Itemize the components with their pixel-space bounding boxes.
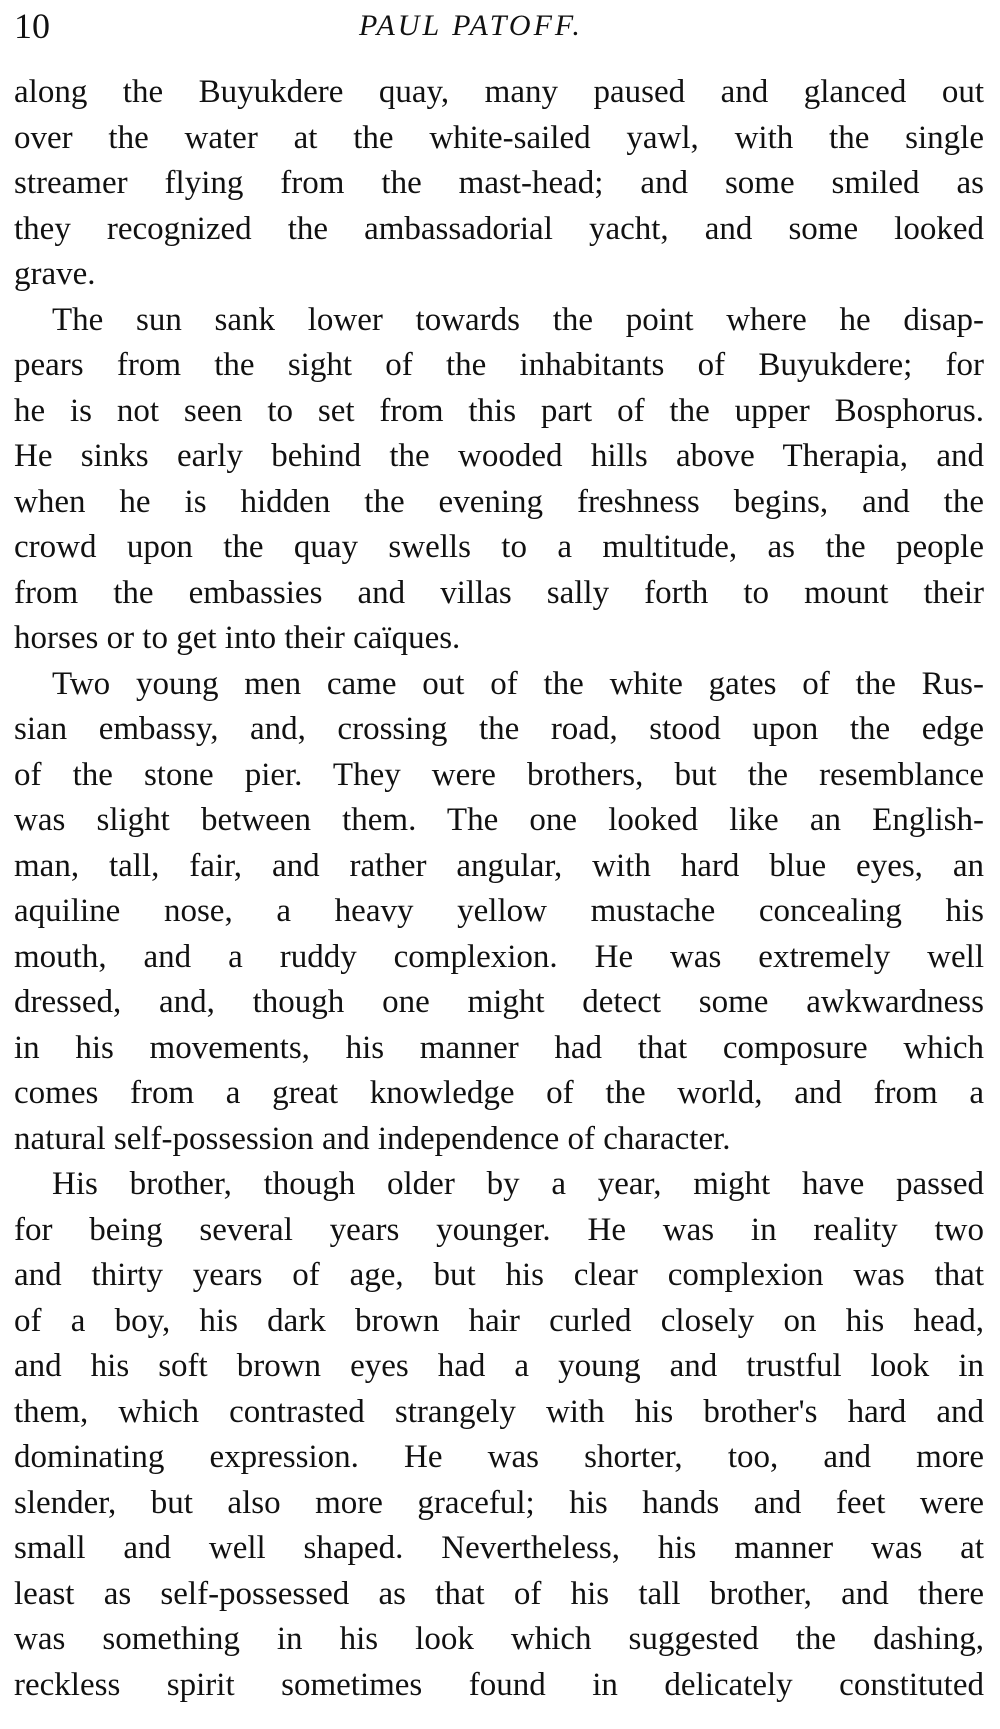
text-line: for being several years younger. He was in reality two bbox=[14, 1211, 984, 1248]
text-line: crowd upon the quay swells to a multitude, as the people bbox=[14, 529, 984, 565]
text-line: they recognized the ambassadorial yacht, and some looked bbox=[14, 210, 984, 247]
text-line: them, which contrasted strangely with his brother's hard and bbox=[14, 1393, 984, 1430]
text-line: when he is hidden the evening freshness begins, and the bbox=[14, 483, 984, 520]
text-line: was slight between them. The one looked like an English- bbox=[14, 802, 984, 838]
text-line: in his movements, his manner had that composure which bbox=[14, 1029, 984, 1066]
text-line: slender, but also more graceful; his hands and feet were bbox=[14, 1484, 984, 1521]
text-line: was something in his look which suggested the dashing, bbox=[14, 1621, 984, 1657]
running-head bbox=[14, 0, 984, 70]
text-line: streamer flying from the mast-head; and some smiled as bbox=[14, 165, 984, 201]
paragraph-4 bbox=[14, 1162, 984, 1708]
text-line: His brother, though older by a year, might have passed bbox=[52, 1166, 984, 1202]
text-line: pears from the sight of the inhabitants of Buyukdere; for bbox=[14, 347, 984, 383]
book-page bbox=[14, 0, 984, 1729]
text-line: small and well shaped. Nevertheless, his manner was at bbox=[14, 1530, 984, 1566]
paragraph-1 bbox=[14, 70, 984, 298]
text-line: along the Buyukdere quay, many paused and glanced out bbox=[14, 74, 984, 110]
text-line: and his soft brown eyes had a young and trustful look in bbox=[14, 1348, 984, 1384]
body-text bbox=[14, 70, 984, 1708]
text-line: dominating expression. He was shorter, too, and more bbox=[14, 1439, 984, 1475]
text-line: natural self-possession and independence of character. bbox=[14, 1120, 731, 1157]
running-title: PAUL PATOFF. bbox=[359, 9, 583, 42]
text-line: grave. bbox=[14, 256, 96, 292]
text-line: The sun sank lower towards the point where he disap- bbox=[52, 301, 984, 338]
text-line: of a boy, his dark brown hair curled closely on his head, bbox=[14, 1302, 984, 1339]
page-number: 10 bbox=[14, 6, 50, 46]
paragraph-2 bbox=[14, 298, 984, 662]
text-line: comes from a great knowledge of the world, and from a bbox=[14, 1075, 984, 1111]
text-line: man, tall, fair, and rather angular, with hard blue eyes, an bbox=[14, 847, 984, 884]
text-line: dressed, and, though one might detect some awkwardness bbox=[14, 984, 984, 1020]
text-line: over the water at the white-sailed yawl, with the single bbox=[14, 119, 984, 156]
text-line: and thirty years of age, but his clear complexion was that bbox=[14, 1257, 984, 1293]
text-line: mouth, and a ruddy complexion. He was extremely well bbox=[14, 938, 984, 975]
text-line: from the embassies and villas sally forth to mount their bbox=[14, 574, 984, 611]
paragraph-3 bbox=[14, 662, 984, 1163]
text-line: horses or to get into their caïques. bbox=[14, 620, 461, 656]
text-line: he is not seen to set from this part of the upper Bosphorus. bbox=[14, 392, 984, 429]
text-line: reckless spirit sometimes found in delicately constituted bbox=[14, 1666, 984, 1703]
text-line: least as self-possessed as that of his tall brother, and there bbox=[14, 1575, 984, 1612]
text-line: Two young men came out of the white gates of the Rus- bbox=[52, 665, 984, 702]
text-line: of the stone pier. They were brothers, but the resemblance bbox=[14, 756, 984, 793]
text-line: aquiline nose, a heavy yellow mustache concealing his bbox=[14, 893, 984, 929]
text-line: sian embassy, and, crossing the road, stood upon the edge bbox=[14, 711, 984, 747]
text-line: He sinks early behind the wooded hills above Therapia, and bbox=[14, 438, 984, 474]
